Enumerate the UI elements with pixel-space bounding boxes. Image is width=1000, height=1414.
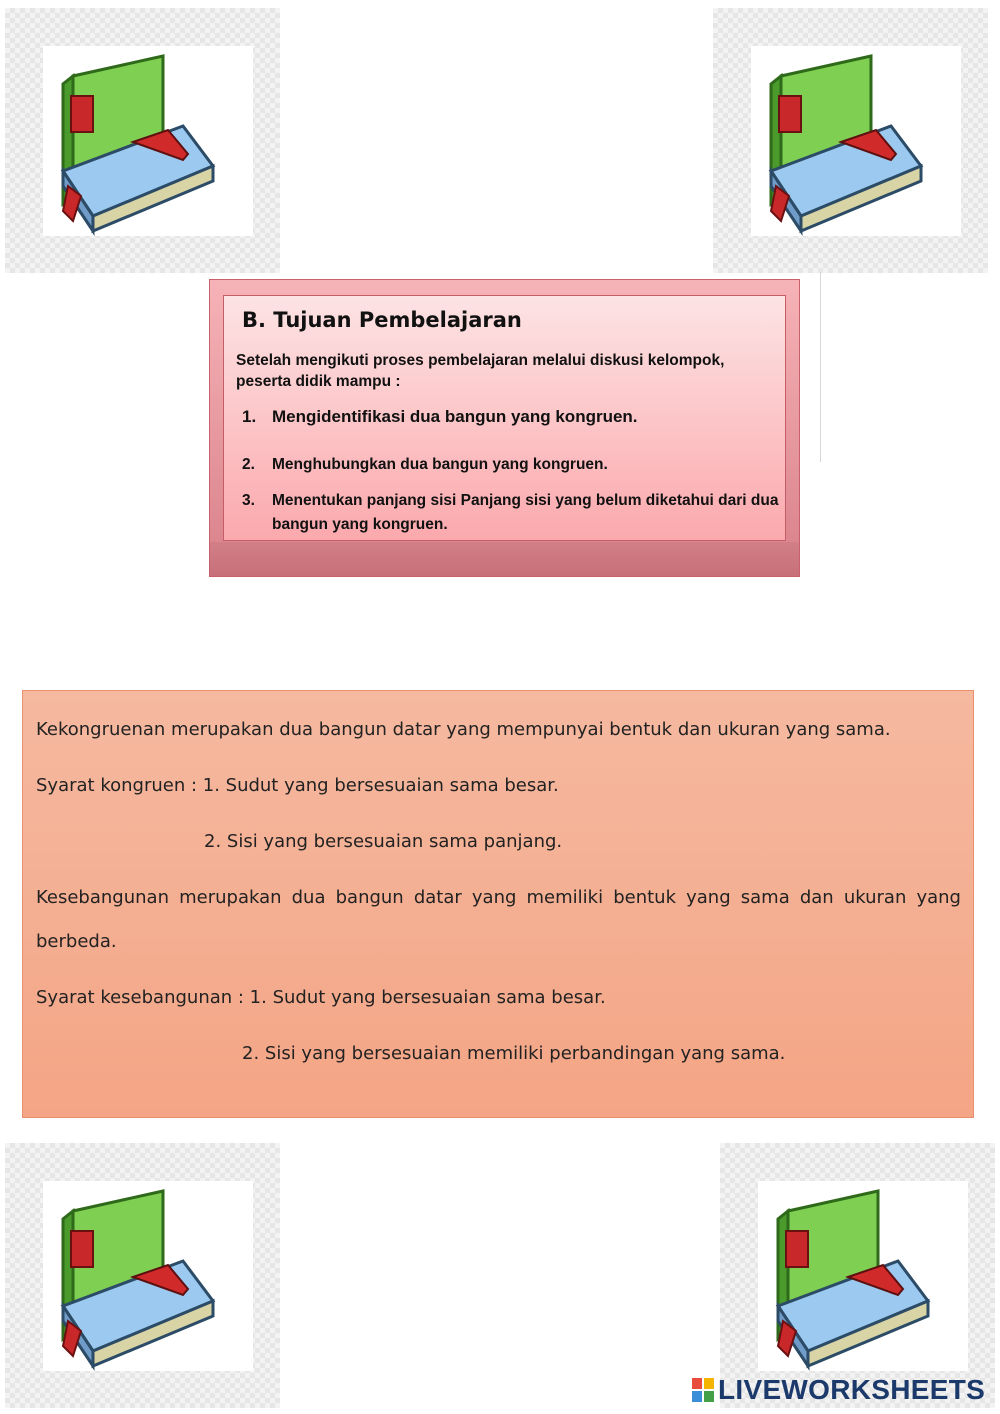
congruence-definition: Kekongruenan merupakan dua bangun datar yang mempunyai bentuk dan ukuran yang sama. xyxy=(36,719,891,740)
books-icon xyxy=(751,46,961,236)
panel-bevel xyxy=(210,542,799,576)
objective-number: 3. xyxy=(242,492,255,509)
objective-text: Menentukan panjang sisi Panjang sisi yang belum diketahui dari dua bangun yang kongruen. xyxy=(272,492,779,533)
books-icon xyxy=(758,1181,968,1371)
congruence-requirement-2: 2. Sisi yang bersesuaian sama panjang. xyxy=(204,831,563,852)
logo-text: LIVEWORKSHEETS xyxy=(718,1374,986,1405)
objective-item xyxy=(242,453,782,477)
books-image-bottom-right xyxy=(720,1143,995,1408)
objective-number: 1. xyxy=(242,407,257,426)
congruence-requirement-1: Syarat kongruen : 1. Sudut yang bersesuaian sama besar. xyxy=(36,775,559,796)
similarity-requirement-1: Syarat kesebangunan : 1. Sudut yang bersesuaian sama besar. xyxy=(36,987,606,1008)
definitions-panel xyxy=(22,690,974,1118)
liveworksheets-logo[interactable] xyxy=(692,1373,985,1407)
objectives-panel xyxy=(209,279,800,577)
objective-item xyxy=(242,489,782,537)
objective-text: Menghubungkan dua bangun yang kongruen. xyxy=(272,456,608,473)
objectives-title: B. Tujuan Pembelajaran xyxy=(242,308,522,332)
books-image-top-right xyxy=(713,8,988,273)
similarity-requirement-2: 2. Sisi yang bersesuaian memiliki perbandingan yang sama. xyxy=(242,1043,786,1064)
similarity-definition: Kesebangunan merupakan dua bangun datar yang memiliki bentuk yang sama dan ukuran yang berbeda. xyxy=(36,887,961,952)
divider-line xyxy=(820,272,821,462)
objective-item xyxy=(242,405,782,429)
books-image-top-left xyxy=(5,8,280,273)
objective-text: Mengidentifikasi dua bangun yang kongruen. xyxy=(272,407,638,426)
objectives-intro: Setelah mengikuti proses pembelajaran melalui diskusi kelompok, peserta didik mampu : xyxy=(236,352,725,390)
logo-mark-icon xyxy=(692,1378,714,1402)
objective-number: 2. xyxy=(242,456,255,473)
books-image-bottom-left xyxy=(5,1143,280,1408)
books-icon xyxy=(43,1181,253,1371)
books-icon xyxy=(43,46,253,236)
